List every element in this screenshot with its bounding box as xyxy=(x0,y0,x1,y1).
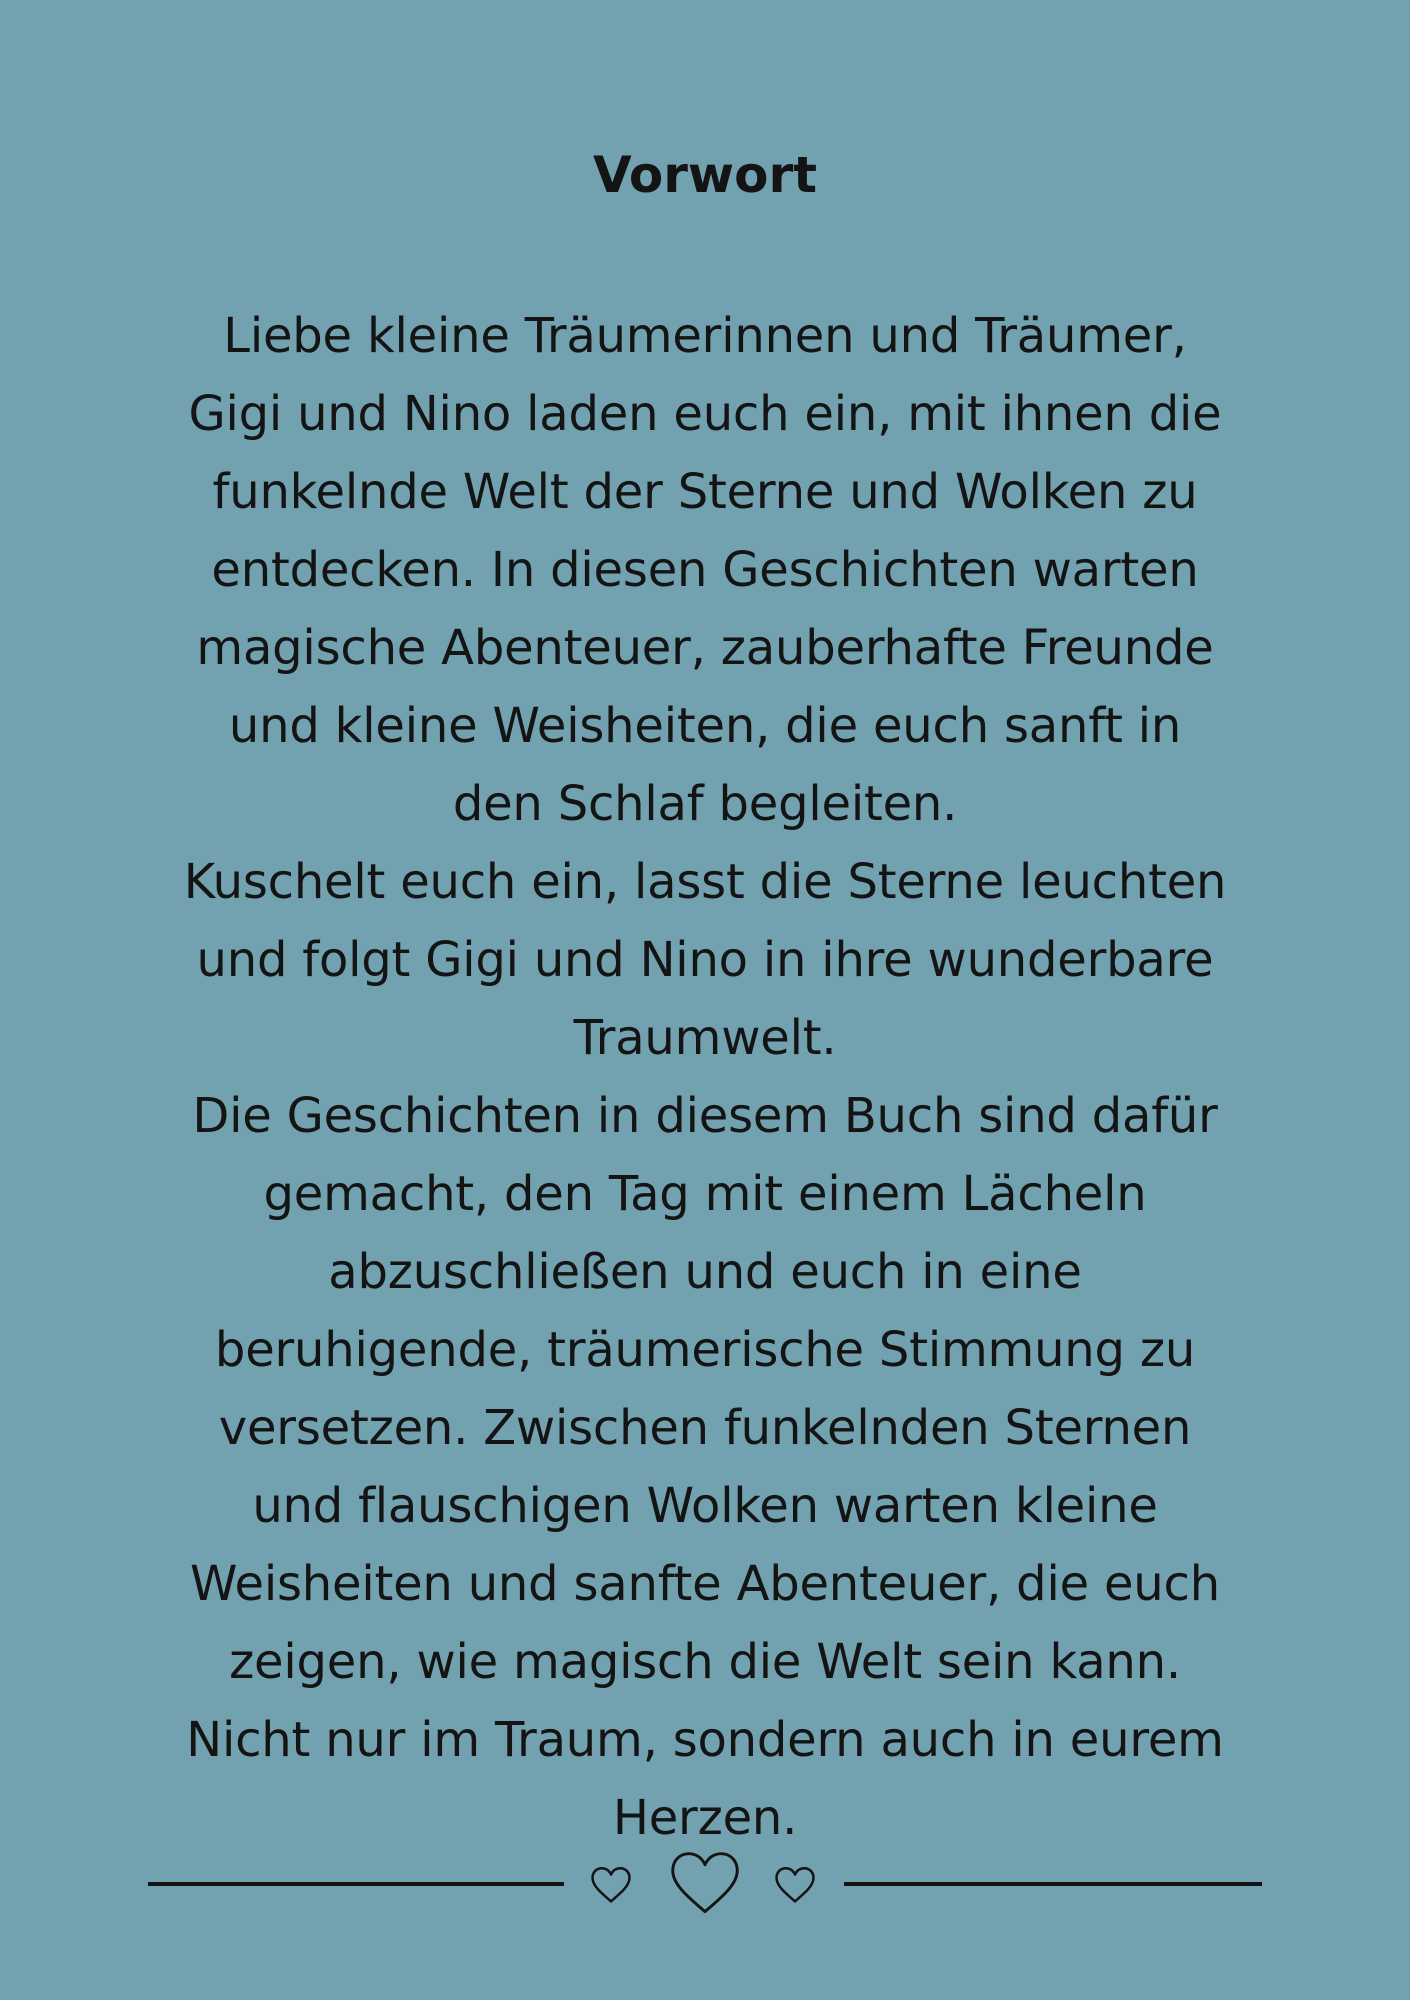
text-line: versetzen. Zwischen funkelnden Sternen xyxy=(218,1400,1192,1456)
text-line: Gigi und Nino laden euch ein, mit ihnen die xyxy=(188,386,1222,442)
text-line: funkelnde Welt der Sterne und Wolken zu xyxy=(212,464,1198,520)
text-line: zeigen, wie magisch die Welt sein kann. xyxy=(229,1634,1181,1690)
text-line: Weisheiten und sanfte Abenteuer, die euch xyxy=(190,1556,1220,1612)
divider-line-left xyxy=(148,1882,564,1886)
text-line: gemacht, den Tag mit einem Lächeln xyxy=(263,1166,1147,1222)
text-line: Herzen. xyxy=(612,1790,798,1846)
heart-outline-icon xyxy=(774,1866,816,1904)
text-line: Die Geschichten in diesem Buch sind dafür xyxy=(192,1088,1218,1144)
text-line: Kuschelt euch ein, lasst die Sterne leuchten xyxy=(183,854,1227,910)
text-line: entdecken. In diesen Geschichten warten xyxy=(211,542,1199,598)
text-line: und kleine Weisheiten, die euch sanft in xyxy=(228,698,1182,754)
text-line: und folgt Gigi und Nino in ihre wunderbare xyxy=(196,932,1214,988)
text-line: Traumwelt. xyxy=(573,1010,837,1066)
heart-outline-icon xyxy=(590,1866,632,1904)
foreword-text xyxy=(0,297,1410,1857)
text-line: abzuschließen und euch in eine xyxy=(328,1244,1082,1300)
heart-divider xyxy=(0,1850,1410,1920)
text-line: und flauschigen Wolken warten kleine xyxy=(252,1478,1158,1534)
text-line: Liebe kleine Träumerinnen und Träumer, xyxy=(223,308,1187,364)
text-line: beruhigende, träumerische Stimmung zu xyxy=(214,1322,1196,1378)
divider-line-right xyxy=(844,1882,1262,1886)
text-line: den Schlaf begleiten. xyxy=(452,776,958,832)
page-title: Vorwort xyxy=(592,146,818,204)
text-line: magische Abenteuer, zauberhafte Freunde xyxy=(196,620,1214,676)
text-line: Nicht nur im Traum, sondern auch in eurem xyxy=(186,1712,1224,1768)
heart-outline-icon xyxy=(668,1850,742,1916)
